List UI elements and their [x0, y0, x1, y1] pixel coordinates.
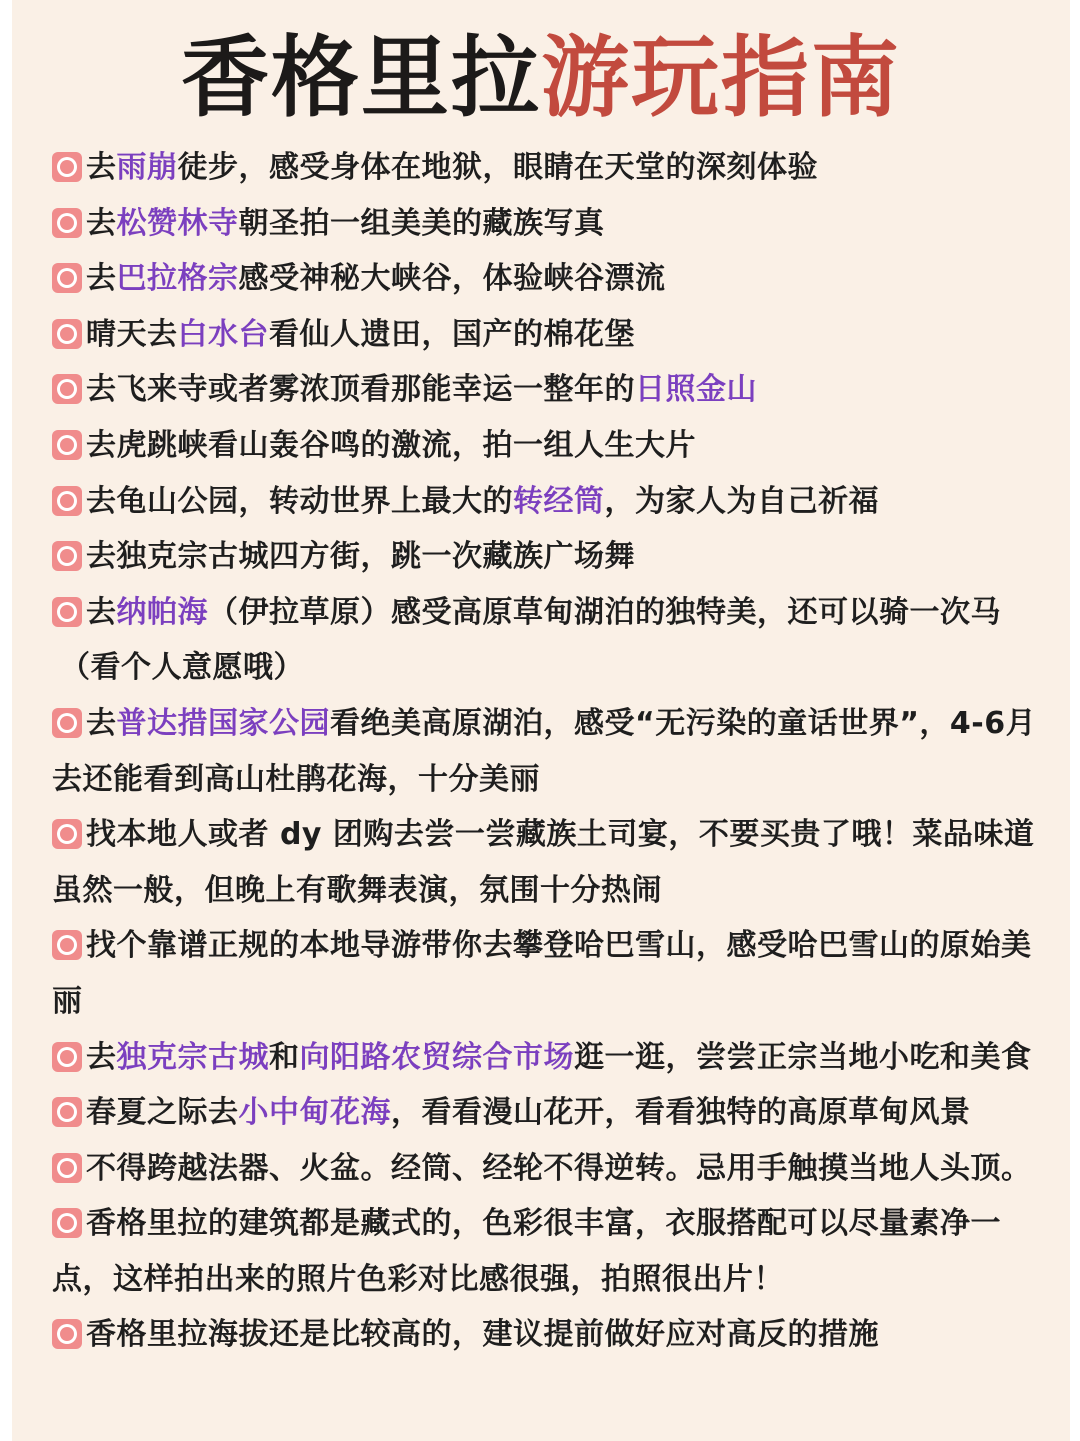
list-item [48, 1141, 1058, 1197]
highlighted-place: 雨崩 [116, 150, 178, 185]
highlighted-place: 转经筒 [513, 483, 605, 519]
highlighted-place: 向阳路农贸综合市场 [299, 1039, 574, 1075]
bullet-icon [52, 152, 82, 182]
tip-text: 去飞来寺或者雾浓顶看那能幸运一整年的 [86, 372, 635, 408]
highlighted-place: 独克宗古城 [116, 1039, 269, 1075]
list-item [48, 251, 1058, 307]
tip-text: ，为家人为自己祈福 [604, 483, 879, 519]
list-item [48, 196, 1058, 252]
bullet-icon [52, 486, 82, 516]
bullet-icon [52, 1208, 82, 1238]
tip-text: 去 [86, 150, 117, 185]
highlighted-place: 松赞林寺 [116, 205, 239, 241]
tip-text: 去 [86, 261, 117, 297]
tip-text: 香格里拉的建筑都是藏式的，色彩很丰富，衣服搭配可以尽量素净一点，这样拍出来的照片色彩对比感很强，拍照很出片！ [52, 1206, 1001, 1297]
tip-text: 感受神秘大峡谷，体验峡谷漂流 [238, 261, 666, 297]
tip-text: 找本地人或者 dy 团购去尝一尝藏族土司宴，不要买贵了哦！菜品味道虽然一般，但晚上有歌舞表演，氛围十分热闹 [52, 817, 1035, 908]
tip-text: 和 [269, 1039, 300, 1075]
tip-text: 去 [86, 205, 117, 241]
tip-text: 找个靠谱正规的本地导游带你去攀登哈巴雪山，感受哈巴雪山的原始美丽 [52, 928, 1032, 1019]
tip-text: 春夏之际去 [86, 1095, 239, 1131]
tip-text: 去 [86, 1039, 117, 1075]
bullet-icon [52, 708, 82, 738]
tip-text: 朝圣拍一组美美的藏族写真 [238, 205, 605, 241]
page-title [12, 28, 1070, 128]
bullet-icon [52, 1153, 82, 1183]
list-item [48, 1196, 1058, 1307]
highlighted-place: 纳帕海 [116, 594, 208, 630]
tip-text: 不得跨越法器、火盆。经筒、经轮不得逆转。忌用手触摸当地人头顶。 [86, 1150, 1032, 1186]
tip-text: 看仙人遗田，国产的棉花堡 [269, 316, 635, 352]
title-part-location: 香格里拉 [180, 26, 541, 129]
list-item [48, 696, 1058, 807]
tip-text: 看绝美高原湖泊，感受“无污染的童话世界”，4-6月去还能看到高山杜鹃花海，十分美丽 [52, 705, 1037, 797]
list-item [48, 418, 1058, 474]
tip-text: 香格里拉海拔还是比较高的，建议提前做好应对高反的措施 [86, 1317, 879, 1353]
list-item [48, 918, 1058, 1029]
tips-list [48, 140, 1058, 1363]
highlighted-place: 白水台 [177, 316, 269, 352]
highlighted-place: 日照金山 [635, 372, 757, 408]
bullet-icon [52, 1319, 82, 1349]
tip-subtext: （看个人意愿哦） [60, 650, 304, 686]
list-item [48, 474, 1058, 530]
tip-text: 逛一逛，尝尝正宗当地小吃和美食 [574, 1039, 1032, 1075]
bullet-icon [52, 430, 82, 460]
list-item [48, 1030, 1058, 1086]
bullet-icon [52, 1042, 82, 1072]
tip-text: 徒步，感受身体在地狱，眼睛在天堂的深刻体验 [177, 150, 818, 185]
bullet-icon [52, 597, 82, 627]
tip-text: 去龟山公园，转动世界上最大的 [86, 483, 513, 519]
list-item [48, 362, 1058, 418]
bullet-icon [52, 263, 82, 293]
bullet-icon [52, 319, 82, 349]
tip-text: 去 [86, 594, 117, 630]
tip-text: 去独克宗古城四方街，跳一次藏族广场舞 [86, 539, 635, 575]
tip-text: 去虎跳峡看山轰谷鸣的激流，拍一组人生大片 [86, 427, 696, 463]
list-item [48, 307, 1058, 363]
tip-text: 晴天去 [86, 316, 178, 352]
bullet-icon [52, 930, 82, 960]
title-part-guide: 游玩指南 [541, 26, 902, 129]
list-item [48, 1085, 1058, 1141]
tip-text: （伊拉草原）感受高原草甸湖泊的独特美，还可以骑一次马 [208, 594, 1001, 630]
list-item [48, 529, 1058, 585]
tip-text: ，看看漫山花开，看看独特的高原草甸风景 [391, 1095, 971, 1131]
list-item [48, 807, 1058, 918]
bullet-icon [52, 208, 82, 238]
bullet-icon [52, 819, 82, 849]
tip-text: 去 [86, 705, 117, 741]
highlighted-place: 巴拉格宗 [116, 261, 239, 297]
highlighted-place: 普达措国家公园 [116, 705, 330, 741]
highlighted-place: 小中甸花海 [238, 1095, 391, 1131]
bullet-icon [52, 374, 82, 404]
bullet-icon [52, 1097, 82, 1127]
bullet-icon [52, 541, 82, 571]
list-item [48, 585, 1058, 696]
list-item [48, 1307, 1058, 1363]
guide-page [12, 0, 1070, 1441]
list-item [48, 140, 1058, 196]
